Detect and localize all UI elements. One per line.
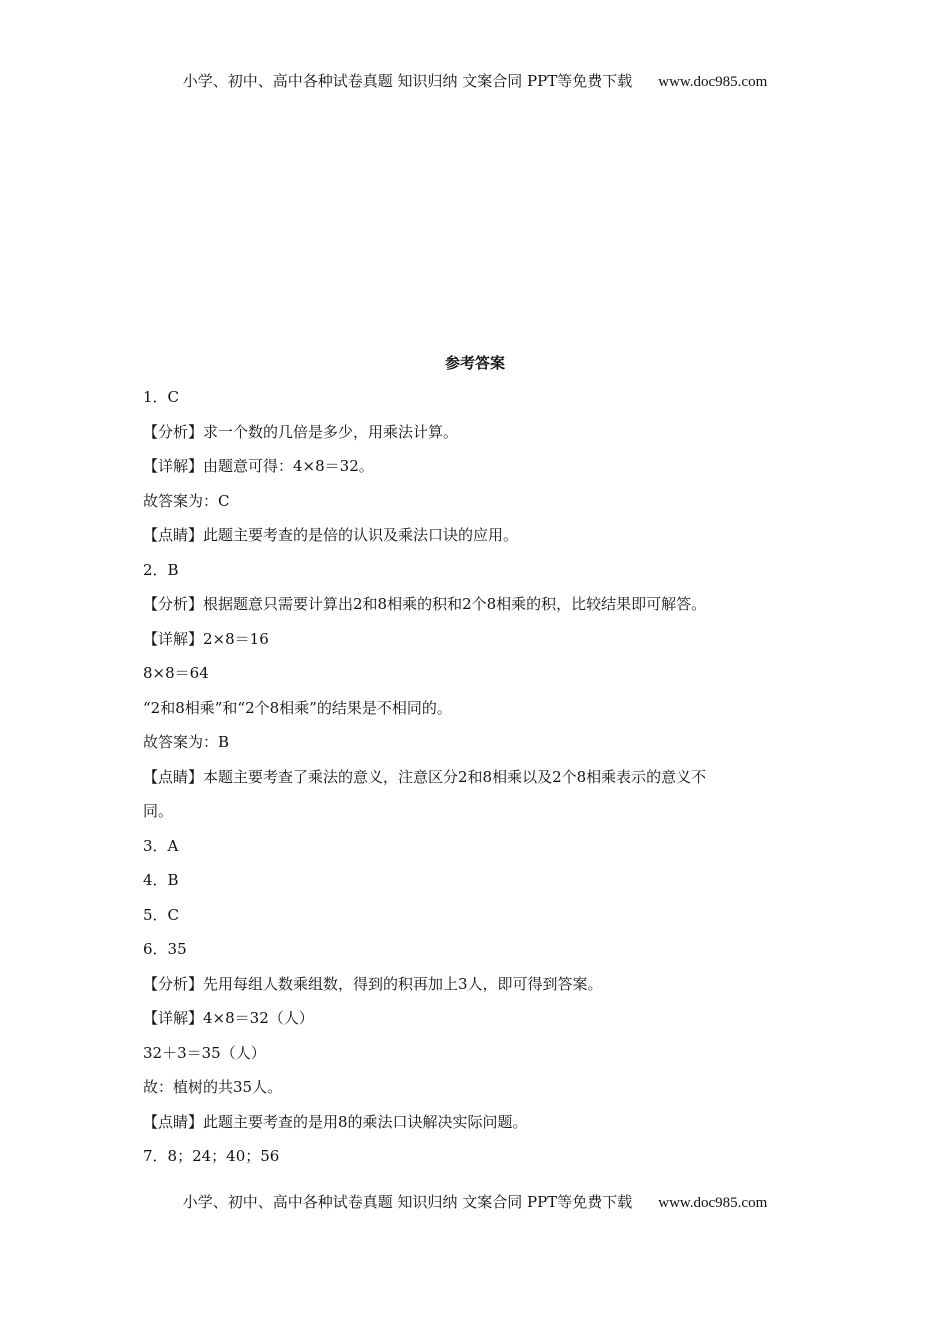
footer-banner-text: 小学、初中、高中各种试卷真题 知识归纳 文案合同 PPT等免费下载 <box>182 1193 633 1211</box>
answer-section-title: 参考答案 <box>444 354 505 372</box>
conclusion-line: 故：植树的共35人。 <box>143 1078 283 1096</box>
answer-line: 5．C <box>143 905 180 924</box>
footer-banner-site: www.doc985.com <box>658 1195 768 1211</box>
analysis-line: 【分析】根据题意只需要计算出2和8相乘的积和2个8相乘的积，比较结果即可解答。 <box>143 595 707 613</box>
answer-line: 7．8；24；40；56 <box>143 1147 280 1165</box>
answer-line: 4．B <box>143 871 179 889</box>
comment-line: 【点睛】本题主要考查了乘法的意义，注意区分2和8相乘以及2个8相乘表示的意义不 <box>143 767 707 786</box>
answer-body <box>143 386 803 1180</box>
comment-line: 【点睛】此题主要考查的是倍的认识及乘法口诀的应用。 <box>143 526 519 544</box>
comment-line-continued: 同。 <box>143 802 174 820</box>
answer-line: 3．A <box>143 836 179 855</box>
header-banner <box>0 70 950 91</box>
detail-line: 32＋3＝35（人） <box>143 1043 266 1062</box>
header-banner-site: www.doc985.com <box>658 74 768 90</box>
conclusion-line: 故答案为：B <box>143 733 230 751</box>
detail-line: 【详解】4×8＝32（人） <box>143 1009 314 1027</box>
answer-line: 6．35 <box>143 940 187 958</box>
detail-line: “2和8相乘”和“2个8相乘”的结果是不相同的。 <box>143 698 452 717</box>
detail-line: 【详解】2×8＝16 <box>143 629 269 648</box>
detail-line: 【详解】由题意可得：4×8＝32。 <box>143 457 374 475</box>
comment-line: 【点睛】此题主要考查的是用8的乘法口诀解决实际问题。 <box>143 1112 528 1131</box>
conclusion-line: 故答案为：C <box>143 491 230 510</box>
footer-banner <box>0 1191 950 1212</box>
answer-line: 1．C <box>143 388 180 406</box>
answer-line: 2．B <box>143 560 179 579</box>
analysis-line: 【分析】求一个数的几倍是多少，用乘法计算。 <box>143 422 459 441</box>
header-banner-text: 小学、初中、高中各种试卷真题 知识归纳 文案合同 PPT等免费下载 <box>182 72 633 90</box>
detail-line: 8×8＝64 <box>143 664 209 682</box>
analysis-line: 【分析】先用每组人数乘组数，得到的积再加上3人，即可得到答案。 <box>143 974 603 993</box>
